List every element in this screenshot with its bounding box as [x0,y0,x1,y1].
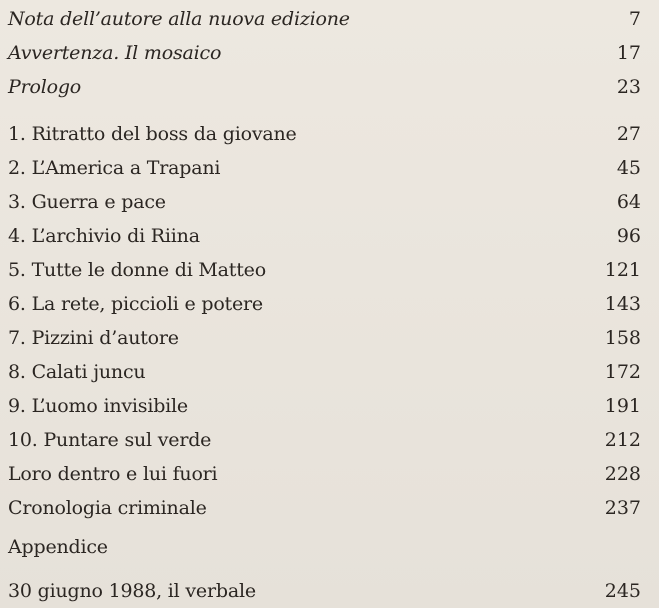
toc-entry-title: 30 giugno 1988, il verbale [8,580,256,602]
toc-entry-chapter-6 [8,285,641,315]
toc-entry-page: 27 [616,123,641,145]
toc-entry-front-3 [8,68,641,98]
toc-entry-title: Loro dentro e lui fuori [8,463,218,485]
toc-entry-page: 191 [604,395,641,417]
toc-entry-title: 5. Tutte le donne di Matteo [8,259,266,281]
toc-entry-title: 4. L’archivio di Riina [8,225,200,247]
toc-entry-title: 10. Puntare sul verde [8,429,212,451]
toc-entry-chapter-4 [8,217,641,247]
toc-entry-page: 17 [616,42,641,64]
toc-entry-front-2 [8,34,641,64]
toc-entry-title: 6. La rete, piccioli e potere [8,293,263,315]
toc-entry-title: 9. L’uomo invisibile [8,395,188,417]
toc-entry-page: 212 [604,429,641,451]
toc-entry-chapter-3 [8,183,641,213]
toc-entry-page: 64 [616,191,641,213]
toc-entry-chapter-11 [8,455,641,485]
toc-entry-page: 237 [604,497,641,519]
toc-entry-page: 7 [628,8,641,30]
toc-entry-chapter-1 [8,115,641,145]
toc-entry-title: 1. Ritratto del boss da giovane [8,123,297,145]
toc-entry-chapter-7 [8,319,641,349]
toc-entry-chapter-12 [8,489,641,519]
toc-entry-title: 2. L’America a Trapani [8,157,221,179]
toc-entry-chapter-8 [8,353,641,383]
toc-entry-page: 23 [616,76,641,98]
toc-entry-page: 45 [616,157,641,179]
toc-entry-chapter-2 [8,149,641,179]
toc-entry-title: Avvertenza. Il mosaico [8,42,222,64]
toc-entry-title: Prologo [8,76,82,98]
toc-entry-title: 8. Calati juncu [8,361,146,383]
toc-entry-appendix [8,572,641,602]
toc-entry-front-1 [8,0,641,30]
toc-entry-page: 121 [604,259,641,281]
toc-entry-chapter-10 [8,421,641,451]
toc-entry-page: 172 [604,361,641,383]
toc-entry-page: 245 [604,580,641,602]
toc-entry-page: 143 [604,293,641,315]
toc-entry-chapter-5 [8,251,641,281]
toc-entry-page: 96 [616,225,641,247]
appendix-heading: Appendice [8,536,108,558]
toc-entry-title: 7. Pizzini d’autore [8,327,179,349]
toc-entry-title: Cronologia criminale [8,497,207,519]
toc-entry-title: 3. Guerra e pace [8,191,166,213]
toc-entry-title: Nota dell’autore alla nuova edizione [8,8,350,30]
toc-entry-chapter-9 [8,387,641,417]
toc-entry-page: 228 [604,463,641,485]
toc-entry-page: 158 [604,327,641,349]
